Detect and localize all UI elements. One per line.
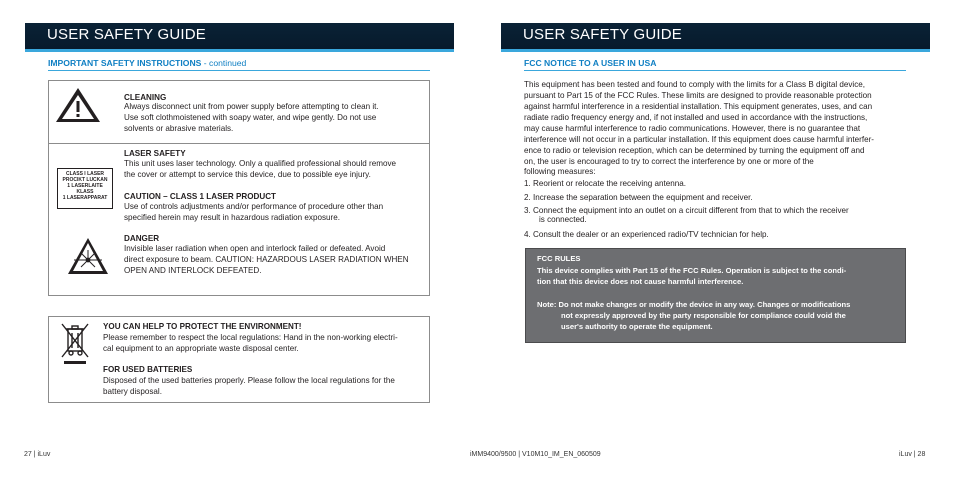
left-page-number: 27 | iLuv <box>24 451 51 458</box>
danger-line3: OPEN AND INTERLOCK DEFEATED. <box>124 266 262 275</box>
laser-safety-title: LASER SAFETY <box>124 149 186 158</box>
cleaning-title: CLEANING <box>124 93 167 102</box>
left-subhead: IMPORTANT SAFETY INSTRUCTIONS - continued <box>48 58 247 68</box>
cleaning-line2: Use soft clothmoistened with soapy water, and wipe gently. Do not use <box>124 113 377 122</box>
fcc-rules-title: FCC RULES <box>537 254 581 263</box>
laser-safety-line1: This unit uses laser technology. Only a qualified professional should remove <box>124 159 397 168</box>
class-1-laser-label: CLASS I LASER PROCIKT LUCKAN 1 LASERLAITE KLASS 1 LASERAPPARAT <box>57 168 113 209</box>
danger-line1: Invisible laser radiation when open and interlock failed or defeated. Avoid <box>124 244 386 253</box>
laser-divider <box>48 143 430 144</box>
danger-title: DANGER <box>124 234 160 243</box>
left-banner <box>25 23 454 52</box>
right-page <box>477 0 954 477</box>
cleaning-line3: solvents or abrasive materials. <box>124 124 234 133</box>
cleaning-line1: Always disconnect unit from power supply before attempting to clean it. <box>124 102 379 111</box>
fcc-para-line4: radiate radio frequency energy and, if not installed and used in accordance with the instructions, <box>524 113 868 122</box>
fcc-rules-line2: tion that this device does not cause harmful interference. <box>537 277 744 286</box>
right-page-number: iLuv | 28 <box>899 451 926 458</box>
fcc-para-line5: may cause harmful interference to radio communications. However, there is no guarantee that <box>524 124 861 133</box>
measure-4: 4. Consult the dealer or an experienced radio/TV technician for help. <box>524 230 769 239</box>
left-banner-title: USER SAFETY GUIDE <box>47 26 206 43</box>
right-subhead: FCC NOTICE TO A USER IN USA <box>524 58 657 68</box>
warning-icon <box>54 86 102 124</box>
danger-line2: direct exposure to beam. CAUTION: HAZARDOUS LASER RADIATION WHEN <box>124 255 409 264</box>
fcc-para-line6: interference will not occur in a particular installation. If this equipment does cause harmful interfer- <box>524 135 874 144</box>
caution-line1: Use of controls adjustments and/or performance of procedure other than <box>124 202 384 211</box>
measure-3-cont: is connected. <box>539 215 587 224</box>
environment-line1: Please remember to respect the local regulations: Hand in the non-working electri- <box>103 333 398 342</box>
fcc-note-line1: Note: Do not make changes or modify the device in any way. Changes or modifications <box>537 300 851 309</box>
fcc-para-line8: on, the user is encouraged to try to correct the interference by one or more of the <box>524 157 814 166</box>
fcc-rules-line1: This device complies with Part 15 of the FCC Rules. Operation is subject to the condi- <box>537 266 847 275</box>
laser-safety-line2: the cover or attempt to service this device, due to possible eye injury. <box>124 170 371 179</box>
right-banner-title: USER SAFETY GUIDE <box>523 26 682 43</box>
measure-3: 3. Connect the equipment into an outlet on a circuit different from that to which the receiver <box>524 206 849 215</box>
left-subhead-rule <box>48 70 430 71</box>
environment-title: YOU CAN HELP TO PROTECT THE ENVIRONMENT! <box>103 322 302 331</box>
fcc-para-line9: following measures: <box>524 167 596 176</box>
fcc-para-line7: ence to radio or television reception, which can be determined by turning the equipment off and <box>524 146 865 155</box>
fcc-para-line2: pursuant to Part 15 of the FCC Rules. These limits are designed to provide reasonable protection <box>524 91 872 100</box>
fcc-para-line3: against harmful interference in a residential installation. This equipment generates, uses, and can <box>524 102 873 111</box>
fcc-note-line2: not expressly approved by the party responsible for compliance could void the <box>561 311 846 320</box>
batteries-title: FOR USED BATTERIES <box>103 365 193 374</box>
batteries-line2: battery disposal. <box>103 387 162 396</box>
fcc-rules-box <box>525 248 906 343</box>
right-subhead-rule <box>524 70 906 71</box>
right-banner <box>501 23 930 52</box>
caution-title: CAUTION – CLASS 1 LASER PRODUCT <box>124 192 276 201</box>
laser-radiation-icon <box>66 236 110 276</box>
measure-1: 1. Reorient or relocate the receiving antenna. <box>524 179 686 188</box>
fcc-note-line3: user's authority to operate the equipment. <box>561 322 713 331</box>
measure-2: 2. Increase the separation between the equipment and receiver. <box>524 193 753 202</box>
caution-line2: specified herein may result in hazardous radiation exposure. <box>124 213 340 222</box>
batteries-line1: Disposed of the used batteries properly. Please follow the local regulations for the <box>103 376 395 385</box>
crossed-bin-icon <box>59 321 91 365</box>
fcc-para-line1: This equipment has been tested and found to comply with the limits for a Class B digital device, <box>524 80 866 89</box>
document-code: iMM9400/9500 | V10M10_IM_EN_060509 <box>470 451 601 458</box>
environment-line2: cal equipment to an appropriate waste disposal center. <box>103 344 299 353</box>
